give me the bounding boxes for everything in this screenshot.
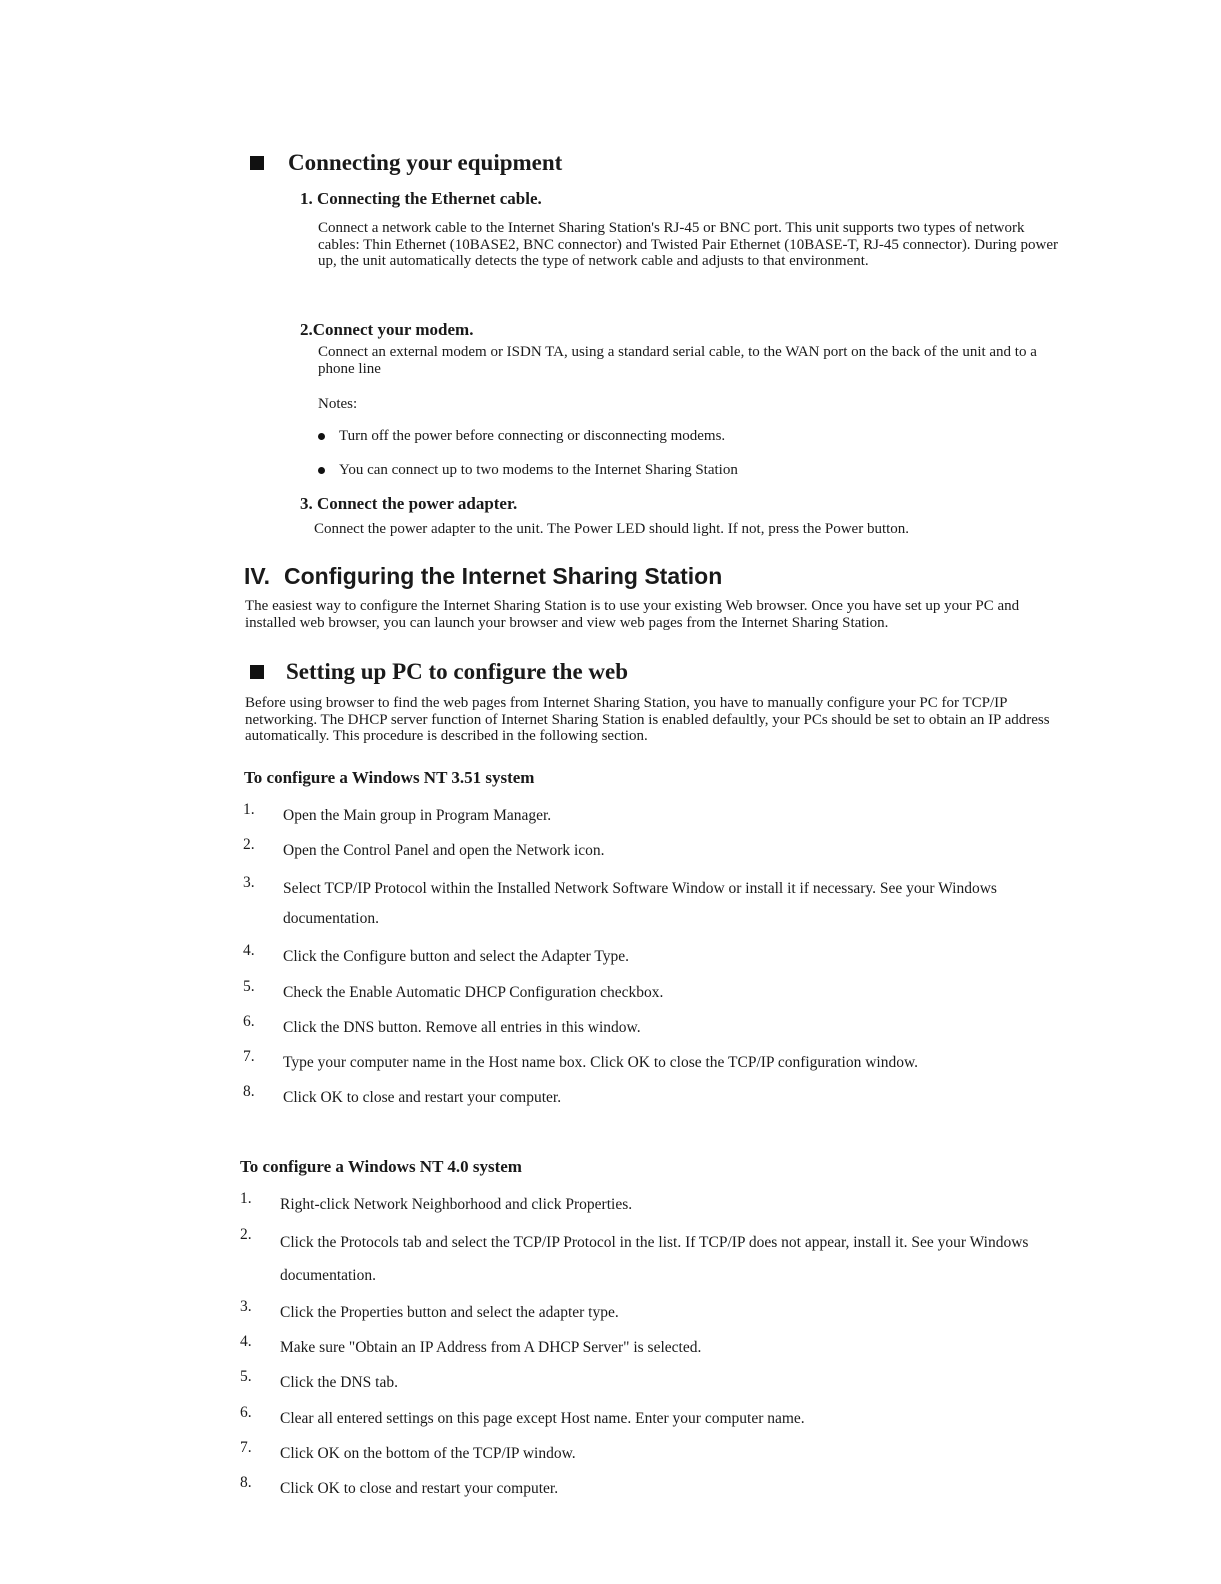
note-item	[318, 428, 725, 445]
list-item	[240, 1474, 1050, 1504]
step-text: Open the Main group in Program Manager.	[283, 807, 552, 824]
square-bullet-icon	[250, 665, 264, 679]
step-text: Click the DNS tab.	[280, 1374, 398, 1391]
section-heading-text: Connecting your equipment	[288, 150, 563, 175]
step-number: 6.	[243, 1013, 255, 1030]
step-number: 5.	[240, 1368, 252, 1385]
step-number: 2.	[243, 836, 255, 853]
list-item	[240, 1368, 1050, 1398]
step-number: 7.	[243, 1048, 255, 1065]
step-number: 3.	[240, 1298, 252, 1315]
step-number: 1.	[243, 801, 255, 818]
step-number: 7.	[240, 1439, 252, 1456]
step-text: Open the Control Panel and open the Network icon.	[283, 842, 605, 859]
procedure-heading-nt351: To configure a Windows NT 3.51 system	[244, 768, 535, 787]
note-text: You can connect up to two modems to the Internet Sharing Station	[339, 462, 738, 478]
note-item	[318, 462, 738, 479]
list-item	[243, 1013, 1063, 1043]
step-text: Make sure "Obtain an IP Address from A DHCP Server" is selected.	[280, 1339, 702, 1356]
notes-label: Notes:	[318, 396, 358, 412]
chapter-title: Configuring the Internet Sharing Station	[284, 563, 723, 589]
step-number: 3.	[243, 874, 255, 891]
step-text: Click the Properties button and select the adapter type.	[280, 1304, 619, 1321]
list-item	[243, 836, 1063, 866]
step-text: Check the Enable Automatic DHCP Configuration checkbox.	[283, 984, 664, 1001]
list-item	[240, 1404, 1050, 1434]
round-bullet-icon	[318, 433, 325, 440]
step-heading-modem: 2.Connect your modem.	[300, 320, 474, 339]
section-heading-text: Setting up PC to configure the web	[286, 659, 629, 684]
list-item	[243, 801, 1063, 831]
step-number: 8.	[243, 1083, 255, 1100]
step-text: Click the Protocols tab and select the TCP/IP Protocol in the list. If TCP/IP does not appear, install it. See your Windows documentation.	[280, 1234, 1029, 1284]
step-heading-ethernet: 1. Connecting the Ethernet cable.	[300, 189, 542, 208]
step-number: 6.	[240, 1404, 252, 1421]
chapter-heading	[244, 563, 722, 590]
procedure-heading-nt40: To configure a Windows NT 4.0 system	[240, 1157, 522, 1176]
list-item	[240, 1298, 1050, 1328]
step-text: Click the DNS button. Remove all entries in this window.	[283, 1019, 641, 1036]
step-text: Select TCP/IP Protocol within the Installed Network Software Window or install it if necessary. See your Windows documentation.	[283, 880, 997, 927]
list-item	[243, 1083, 1063, 1113]
step-number: 2.	[240, 1226, 252, 1243]
chapter-numeral: IV.	[244, 563, 271, 589]
note-text: Turn off the power before connecting or disconnecting modems.	[339, 428, 726, 444]
ethernet-paragraph: Connect a network cable to the Internet Sharing Station's RJ-45 or BNC port. This unit supports two types of network cables: Thin Ethernet (10BASE2, BNC connector) and Twisted Pair Ethernet (10BASE-T, RJ-45 connector). During power up, the unit automatically detects the type of network cable and adjusts to that environment.	[318, 220, 1059, 270]
step-number: 8.	[240, 1474, 252, 1491]
step-text: Right-click Network Neighborhood and click Properties.	[280, 1196, 633, 1213]
section-heading-connecting-equipment	[250, 150, 562, 176]
list-item	[243, 874, 1063, 934]
step-number: 4.	[243, 942, 255, 959]
step-text: Click OK on the bottom of the TCP/IP window.	[280, 1445, 576, 1462]
section-heading-setting-up-pc	[250, 659, 628, 685]
step-number: 4.	[240, 1333, 252, 1350]
step-text: Click OK to close and restart your computer.	[280, 1480, 559, 1497]
config-paragraph: The easiest way to configure the Internet Sharing Station is to use your existing Web browser. Once you have set up your PC and installed web browser, you can launch your browser and view web pages from the Internet Sharing Station.	[245, 598, 1020, 631]
setup-paragraph: Before using browser to find the web pages from Internet Sharing Station, you have to manually configure your PC for TCP/IP networking. The DHCP server function of Internet Sharing Station is enabled defaultly, your PCs should be set to obtain an IP address automatically. This procedure is described in the following section.	[245, 695, 1050, 745]
round-bullet-icon	[318, 467, 325, 474]
list-item	[240, 1439, 1050, 1469]
modem-paragraph: Connect an external modem or ISDN TA, using a standard serial cable, to the WAN port on the back of the unit and to a phone line	[318, 344, 1037, 377]
list-item	[240, 1190, 1050, 1220]
list-item	[240, 1226, 1050, 1292]
square-bullet-icon	[250, 156, 264, 170]
step-number: 1.	[240, 1190, 252, 1207]
power-paragraph: Connect the power adapter to the unit. The Power LED should light. If not, press the Power button.	[314, 521, 910, 537]
step-number: 5.	[243, 978, 255, 995]
step-text: Click the Configure button and select the Adapter Type.	[283, 948, 630, 965]
list-item	[243, 942, 1063, 972]
step-text: Clear all entered settings on this page except Host name. Enter your computer name.	[280, 1410, 805, 1427]
list-item	[240, 1333, 1050, 1363]
list-item	[243, 978, 1063, 1008]
step-text: Click OK to close and restart your computer.	[283, 1089, 562, 1106]
step-text: Type your computer name in the Host name box. Click OK to close the TCP/IP configuration window.	[283, 1054, 919, 1071]
step-heading-power: 3. Connect the power adapter.	[300, 494, 518, 513]
list-item	[243, 1048, 1063, 1078]
